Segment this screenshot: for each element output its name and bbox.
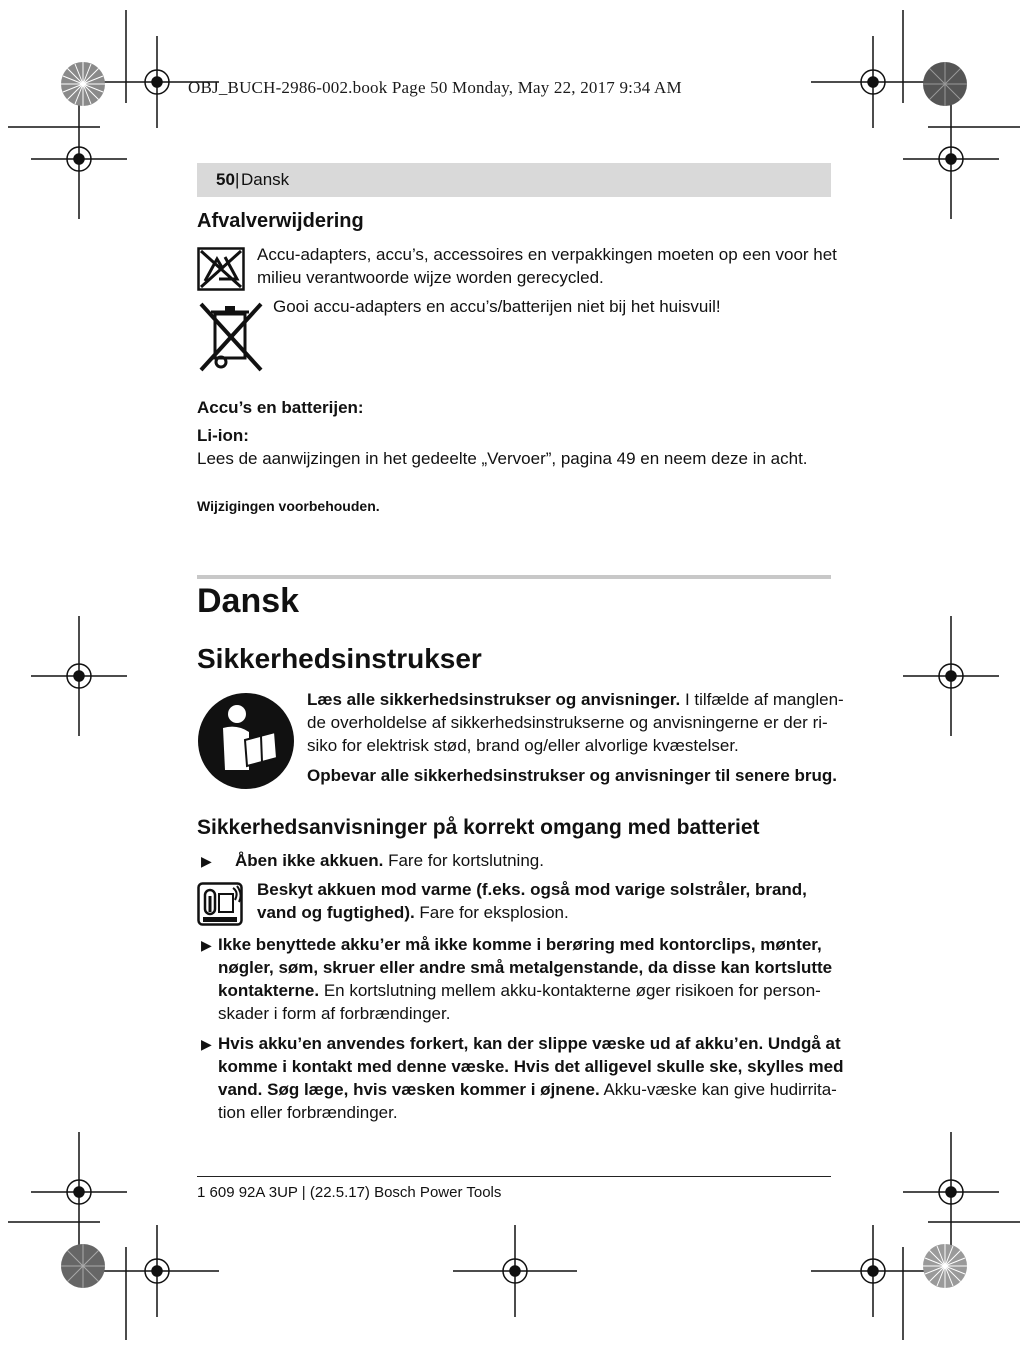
safety-item-1-rest: Fare for kortslutning. — [383, 851, 544, 870]
li-ion-text: Lees de aanwijzingen in het gedeelte „Vervoer”, pagina 49 en neem deze in acht. — [197, 449, 808, 468]
footer-rule — [197, 1176, 831, 1177]
safety-item-3-line4: skader i form af forbrændinger. — [218, 1004, 451, 1023]
safety-item-2-line2 — [257, 901, 569, 924]
li-ion-heading: Li-ion: — [197, 426, 249, 445]
safety-item-1 — [235, 849, 544, 872]
safety-item-2-rest: Fare for eksplosion. — [414, 903, 569, 922]
household-waste-warning: Gooi accu-adapters en accu’s/batterijen niet bij het huisvuil! — [273, 297, 721, 316]
safety-item-3-bold: kontakterne. — [218, 981, 320, 1000]
page-header-separator: | — [235, 170, 240, 189]
safety-item-3-line1: Ikke benyttede akku’er må ikke komme i berøring med kontorclips, mønter, — [218, 935, 822, 954]
safety-item-4-rest: Akku-væske kan give hudirrita- — [599, 1080, 837, 1099]
page-header-bar — [197, 163, 831, 197]
bullet-marker: ▶ — [201, 853, 212, 869]
read-instructions-bold: Læs alle sikkerhedsinstrukser og anvisninger. — [307, 690, 681, 709]
safety-item-4-line4: tion eller forbrændinger. — [218, 1103, 398, 1122]
safety-item-2-line1: Beskyt akkuen mod varme (f.eks. også mod varige solstråler, brand, — [257, 880, 807, 899]
recycle-text-line2: milieu verantwoorde wijze worden gerecycled. — [257, 268, 604, 287]
changes-reserved: Wijzigingen voorbehouden. — [197, 498, 380, 514]
safety-item-4-bold: vand. Søg læge, hvis væsken kommer i øjnene. — [218, 1080, 600, 1099]
keep-instructions: Opbevar alle sikkerhedsinstrukser og anvisninger til senere brug. — [307, 766, 838, 785]
page-number: 50 — [216, 170, 235, 189]
section-title: Dansk — [197, 582, 300, 620]
safety-item-4-line1: Hvis akku’en anvendes forkert, kan der slippe væske ud af akku’en. Undgå at — [218, 1034, 841, 1053]
safety-item-1-bold: Åben ikke akkuen. — [235, 851, 384, 870]
recycle-text-line1: Accu-adapters, accu’s, accessoires en verpakkingen moeten op een voor het — [257, 245, 837, 264]
read-instructions-line3: siko for elektrisk stød, brand og/eller alvorlige kvæstelser. — [307, 736, 739, 755]
recycle-packaging-icon — [197, 247, 245, 291]
read-manual-icon — [197, 692, 295, 790]
crossed-out-wheelie-bin-icon — [197, 300, 265, 374]
disposal-heading: Afvalverwijdering — [197, 210, 364, 232]
battery-safety-heading: Sikkerhedsanvisninger på korrekt omgang med batteriet — [197, 816, 760, 839]
section-divider — [197, 575, 831, 579]
batteries-heading: Accu’s en batterijen: — [197, 398, 364, 417]
battery-heat-warning-icon — [197, 882, 243, 926]
read-instructions-line2: de overholdelse af sikkerhedsinstrukserne og anvisningerne er der ri- — [307, 713, 828, 732]
safety-item-3-line2: nøgler, søm, skruer eller andre små metalgenstande, da disse kan kortslutte — [218, 958, 833, 977]
page-footer: 1 609 92A 3UP | (22.5.17) Bosch Power Tools — [197, 1184, 502, 1201]
safety-item-3-rest: En kortslutning mellem akku-kontakterne øger risikoen for person- — [319, 981, 821, 1000]
printer-slug: OBJ_BUCH-2986-002.book Page 50 Monday, May 22, 2017 9:34 AM — [188, 78, 682, 97]
bullet-marker: ▶ — [201, 937, 212, 953]
safety-title: Sikkerhedsinstrukser — [197, 643, 482, 674]
safety-item-4-line2: komme i kontakt med denne væske. Hvis det alligevel skulle ske, skylles med — [218, 1057, 844, 1076]
safety-item-3-line3 — [218, 979, 821, 1002]
safety-item-4-line3 — [218, 1078, 837, 1101]
page-header-language: Dansk — [241, 170, 290, 189]
read-instructions-rest: I tilfælde af manglen- — [680, 690, 844, 709]
safety-item-2-bold: vand og fugtighed). — [257, 903, 415, 922]
bullet-marker: ▶ — [201, 1036, 212, 1052]
read-instructions-line1 — [307, 688, 844, 711]
